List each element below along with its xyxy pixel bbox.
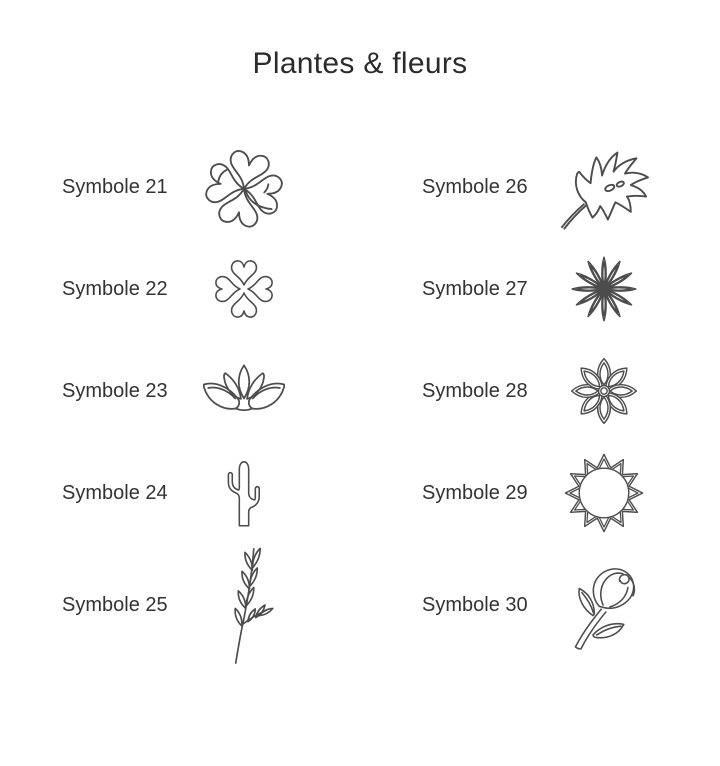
sunflower-icon [534,451,674,535]
symbol-label: Symbole 23 [62,379,168,402]
daisy-icon [534,246,674,332]
symbol-item-24 [0,442,360,544]
symbol-item-22 [0,238,360,340]
symbol-item-29 [360,442,720,544]
four-leaf-clover-icon [174,141,314,233]
symbol-label: Symbole 24 [62,481,168,504]
symbol-item-27 [360,238,720,340]
symbol-label: Symbole 21 [62,175,168,198]
monstera-leaf-icon [534,143,674,231]
symbol-label: Symbole 26 [422,175,528,198]
lavender-sprig-icon [174,544,314,666]
symbols-grid [0,136,720,666]
lotus-icon [174,360,314,423]
symbol-item-26 [360,136,720,238]
symbol-item-28 [360,340,720,442]
symbol-item-30 [360,544,720,666]
page-title: Plantes & fleurs [252,47,468,80]
symbol-item-23 [0,340,360,442]
symbol-item-21 [0,136,360,238]
symbol-label: Symbole 28 [422,379,528,402]
symbol-label: Symbole 30 [422,593,528,616]
hearts-clover-icon [174,249,314,329]
cactus-icon [174,454,314,532]
symbol-label: Symbole 25 [62,593,168,616]
eight-petal-flower-icon [534,348,674,434]
symbol-label: Symbole 27 [422,277,528,300]
symbol-label: Symbole 22 [62,277,168,300]
symbol-item-25 [0,544,360,666]
rose-icon [534,554,674,657]
symbol-label: Symbole 29 [422,481,528,504]
